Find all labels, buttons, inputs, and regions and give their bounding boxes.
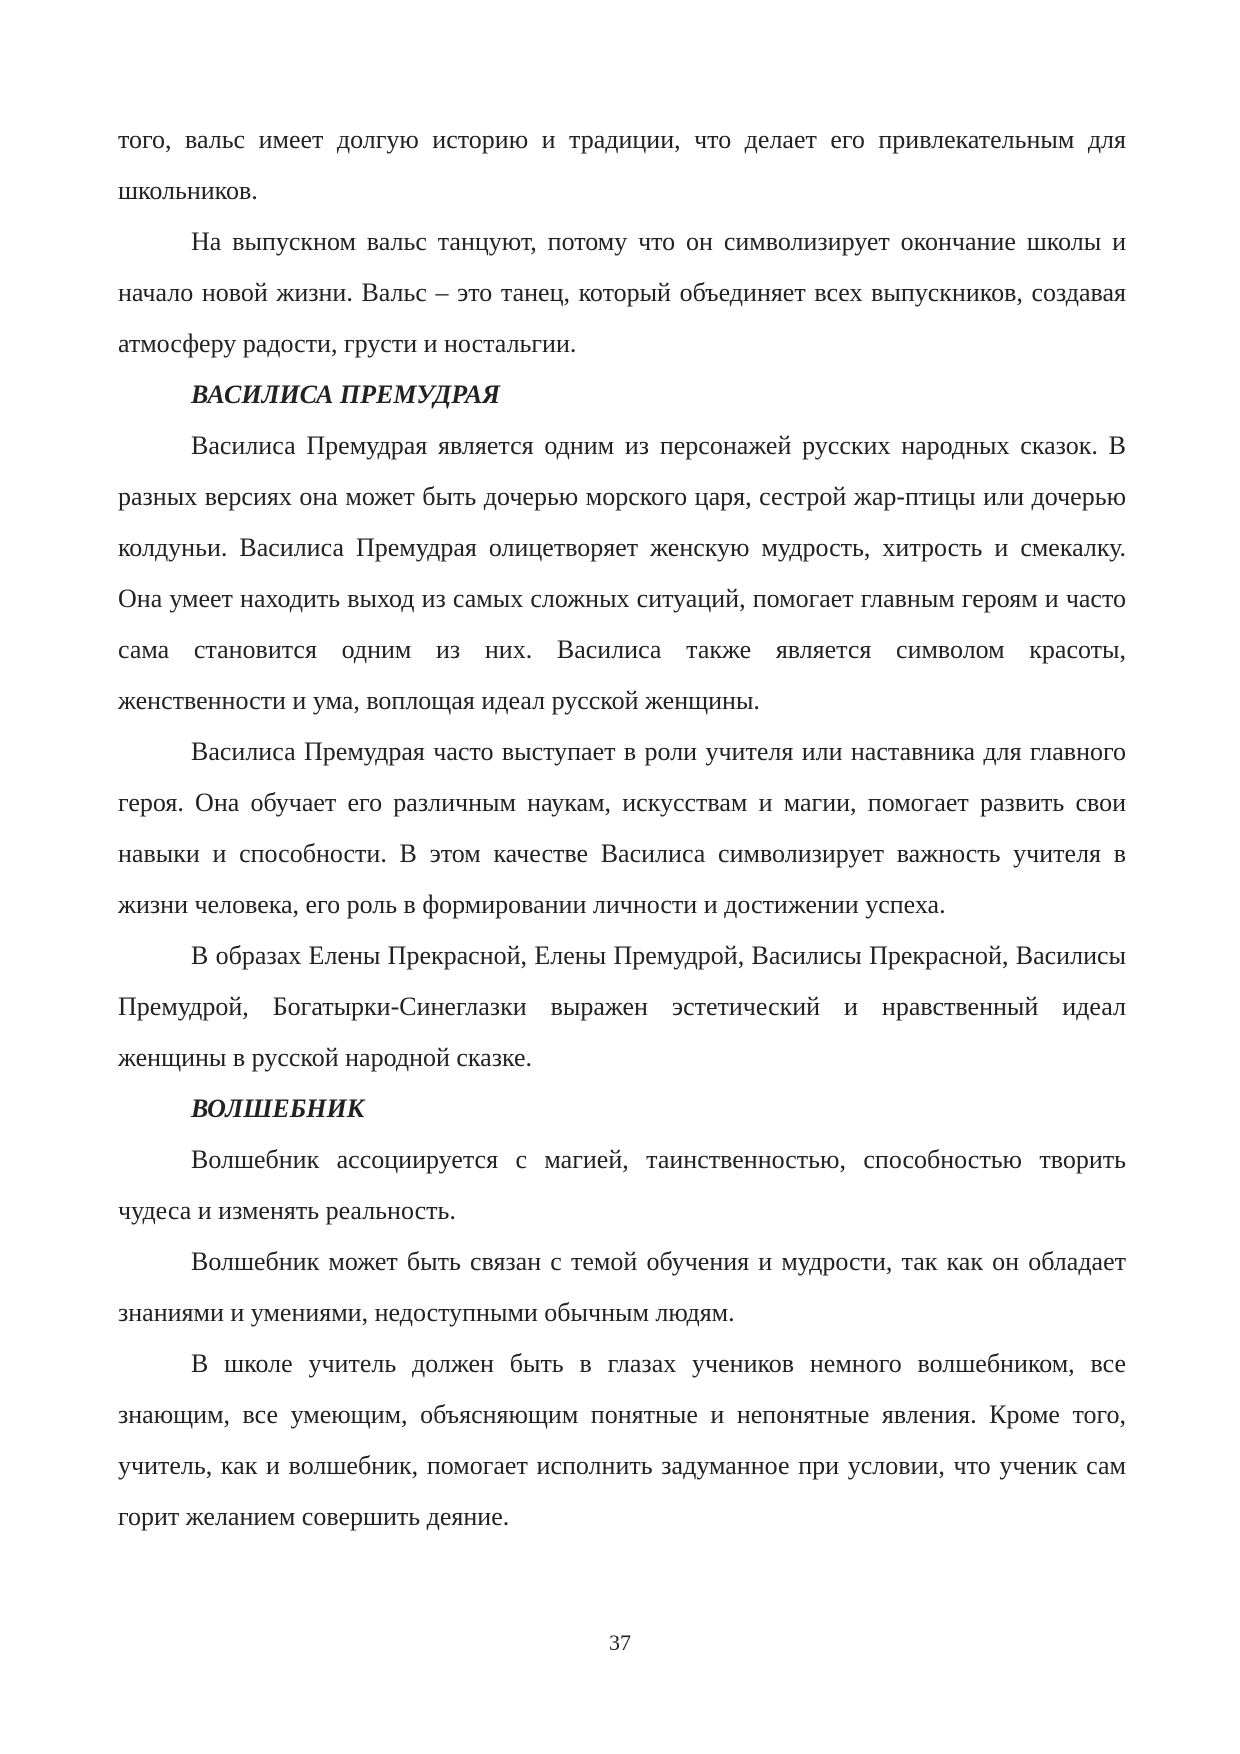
paragraph: Василиса Премудрая часто выступает в роли учителя или наставника для главного героя. Она обучает его различным наукам, искусствам и магии, помогает развить свои навыки и способности. В этом качестве Василиса символизирует важность учителя в жизни человека, его роль в формировании личности и достижении успеха. [118, 737, 1126, 919]
page-number: 37 [609, 1630, 631, 1655]
paragraph: Василиса Премудрая является одним из персонажей русских народных сказок. В разных версиях она может быть дочерью морского царя, сестрой жар-птицы или дочерью колдуньи. Василиса Премудрая олицетворяет женскую мудрость, хитрость и смекалку. Она умеет находить выход из самых сложных ситуаций, помогает главным героям и часто сама становится одним из них. Василиса также является символом красоты, женственности и ума, воплощая идеал русской женщины. [118, 431, 1126, 715]
paragraph: В образах Елены Прекрасной, Елены Премудрой, Василисы Прекрасной, Василисы Премудрой, Богатырки-Синеглазки выражен эстетический и нравственный идеал женщины в русской народной сказке. [118, 941, 1126, 1072]
paragraph: На выпускном вальс танцуют, потому что он символизирует окончание школы и начало новой жизни. Вальс – это танец, который объединяет всех выпускников, создавая атмосферу радости, грусти и ностальгии. [118, 227, 1126, 358]
paragraph: того, вальс имеет долгую историю и традиции, что делает его привлекательным для школьников. [118, 125, 1126, 205]
section-heading: ВАСИЛИСА ПРЕМУДРАЯ [191, 380, 501, 409]
section-heading: ВОЛШЕБНИК [191, 1094, 365, 1123]
paragraph: В школе учитель должен быть в глазах учеников немного волшебником, все знающим, все умеющим, объясняющим понятные и непонятные явления. Кроме того, учитель, как и волшебник, помогает исполнить задуманное при условии, что ученик сам горит желанием совершить деяние. [118, 1349, 1126, 1531]
paragraph: Волшебник ассоциируется с магией, таинственностью, способностью творить чудеса и изменять реальность. [118, 1145, 1126, 1225]
document-page [118, 114, 1126, 1542]
paragraph: Волшебник может быть связан с темой обучения и мудрости, так как он обладает знаниями и умениями, недоступными обычным людям. [118, 1247, 1126, 1327]
